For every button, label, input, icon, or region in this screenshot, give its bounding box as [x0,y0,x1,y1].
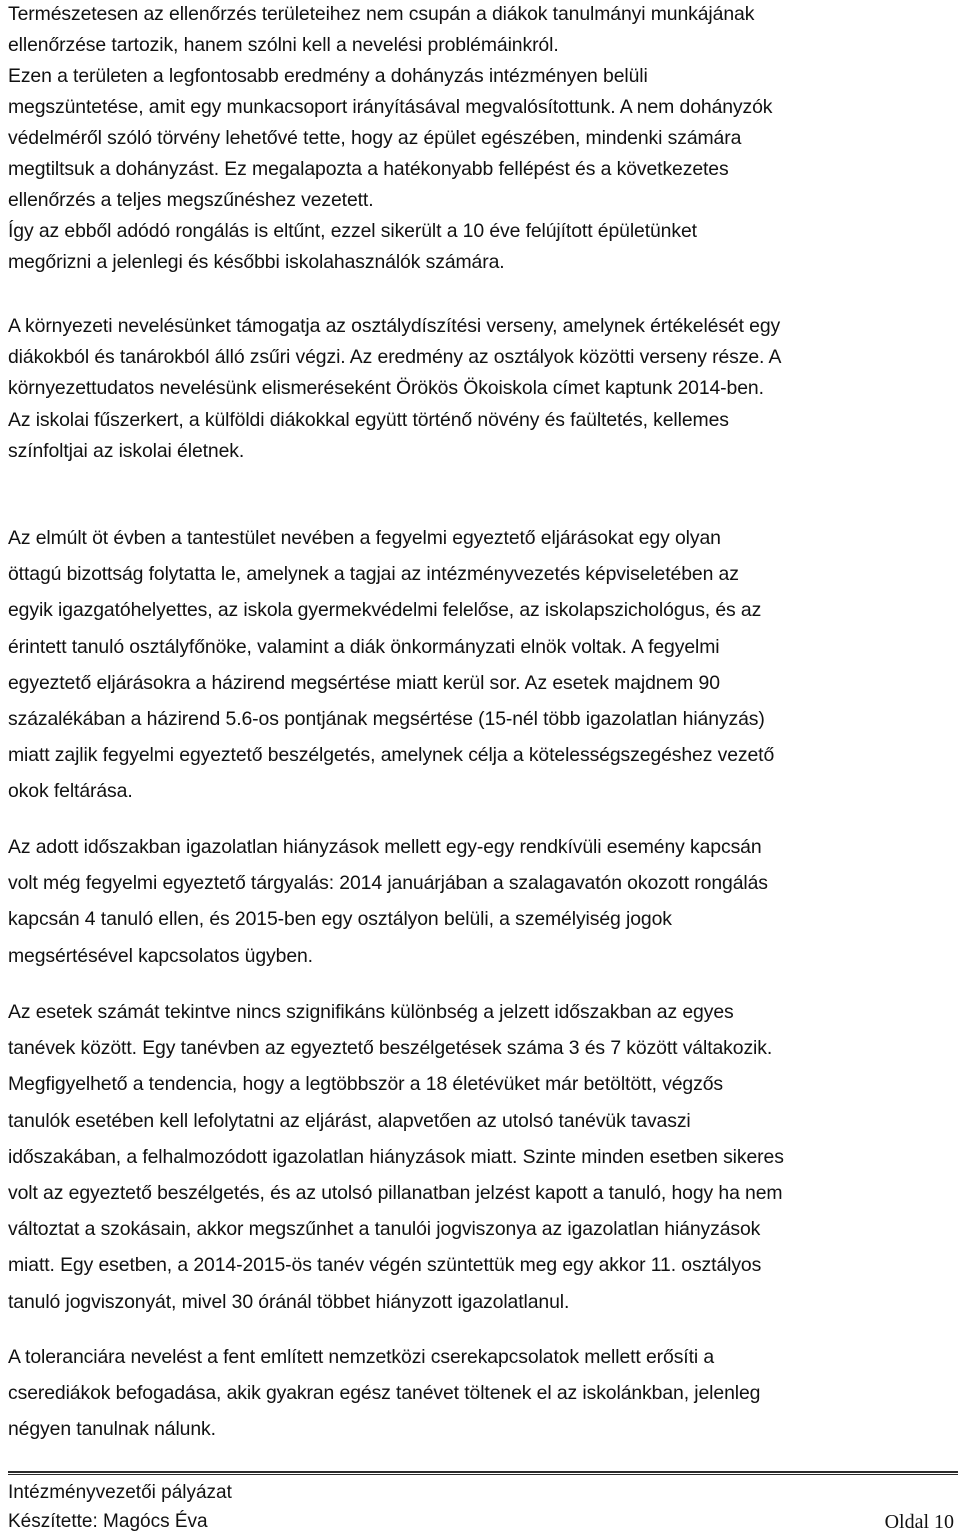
text-line: miatt. Egy esetben, a 2014-2015-ös tanév végén szüntettük meg egy akkor 11. osztályos [8,1254,762,1277]
text-line: A toleranciára nevelést a fent említett nemzetközi cserekapcsolatok mellett erősíti a [8,1346,715,1368]
text-line: tanulók esetében kell lefolytatni az eljárást, alapvetően az utolsó tanévük tavaszi [8,1109,691,1132]
text-line: változtat a szokásain, akkor megszűnhet a tanulói jogviszonya az igazolatlan hiányzások [8,1218,761,1241]
text-line: színfoltjai az iskolai életnek. [8,439,245,462]
paragraph-esetek-szama [8,994,784,1320]
text-line: védelméről szóló törvény lehetővé tette, hogy az épület egészében, mindenki számára [8,127,742,149]
text-line: megtiltsuk a dohányzást. Ez megalapozta a hatékonyabb fellépést és a következetes [8,158,729,180]
text-line: időszakában, a felhalmozódott igazolatlan hiányzások miatt. Szinte minden esetben sikeres [8,1145,784,1168]
text-line: Ezen a területen a legfontosabb eredmény a dohányzás intézményen belüli [8,65,648,87]
text-line: diákokból és tanárokból álló zsűri végzi. Az eredmény az osztályok közötti verseny része. A [8,346,782,369]
paragraph-fegyelmi-bizottsag [8,520,774,810]
text-line: okok feltárása. [8,780,133,803]
text-line: Természetesen az ellenőrzés területeihez nem csupán a diákok tanulmányi munkájának [8,3,755,25]
text-line: öttagú bizottság folytatta le, amelynek a tagjai az intézményvezetés képviseletében az [8,563,739,586]
text-line: tanuló jogviszonyát, mivel 30 óránál többet hiányzott igazolatlanul. [8,1290,570,1313]
text-line: százalékában a házirend 5.6-os pontjának megsértése (15-nél több igazolatlan hiányzás) [8,708,765,731]
text-line: kapcsán 4 tanuló ellen, és 2015-ben egy osztályon belüli, a személyiség jogok [8,908,672,931]
text-line: miatt zajlik fegyelmi egyeztető beszélgetés, amelynek célja a kötelességszegéshez vezető [8,744,775,767]
text-line: érintett tanuló osztályfőnöke, valamint a diák önkormányzati elnök voltak. A fegyelmi [8,635,720,658]
text-line: egyik igazgatóhelyettes, az iskola gyermekvédelmi felelőse, az iskolapszichológus, és az [8,599,762,622]
text-line: megszüntetése, amit egy munkacsoport irányításával megvalósítottunk. A nem dohányzók [8,96,773,118]
text-line: tanévek között. Egy tanévben az egyeztető beszélgetések száma 3 és 7 között váltakozik. [8,1037,773,1060]
text-line: Az esetek számát tekintve nincs szignifikáns különbség a jelzett időszakban az egyes [8,1001,734,1023]
paragraph-tolerancia [8,1339,760,1448]
text-line: volt az egyeztető beszélgetés, és az utolsó pillanatban jelzést kapott a tanuló, hogy ha nem [8,1182,783,1205]
paragraph-rendkivuli-esemenyek [8,829,768,974]
text-line: környezettudatos nevelésünk elismeréseként Örökös Ökoiskola címet kaptunk 2014-ben. [8,377,764,400]
text-line: Megfigyelhető a tendencia, hogy a legtöbbször a 18 életévüket már betöltött, végzős [8,1073,723,1096]
text-line: Így az ebből adódó rongálás is eltűnt, ezzel sikerült a 10 éve felújított épületünket [8,220,697,242]
paragraph-ellenorzes [8,0,772,278]
text-line: megőrizni a jelenlegi és későbbi iskolahasználók számára. [8,251,505,273]
footer-page-number: Oldal 10 [884,1511,954,1533]
text-line: volt még fegyelmi egyeztető tárgyalás: 2014 januárjában a szalagavatón okozott rongálás [8,872,768,895]
text-line: A környezeti nevelésünket támogatja az osztálydíszítési verseny, amelynek értékelését egy [8,315,781,337]
text-line: Az elmúlt öt évben a tantestület nevében a fegyelmi egyeztető eljárásokat egy olyan [8,527,721,549]
text-line: cserediákok befogadása, akik gyakran egész tanévet töltenek el az iskolánkban, jelenleg [8,1382,761,1405]
footer-document-title: Intézményvezetői pályázat [8,1482,232,1503]
text-line: Az adott időszakban igazolatlan hiányzások mellett egy-egy rendkívüli esemény kapcsán [8,836,762,858]
text-line: egyeztető eljárásokra a házirend megsértése miatt kerül sor. Az esetek majdnem 90 [8,671,720,694]
text-line: ellenőrzés a teljes megszűnéshez vezetett. [8,189,374,211]
text-line: Az iskolai fűszerkert, a külföldi diákokkal együtt történő növény és faültetés, kellemes [8,408,729,431]
footer-divider [8,1471,958,1475]
footer-author: Készítette: Magócs Éva [8,1511,208,1532]
text-line: ellenőrzése tartozik, hanem szólni kell a nevelési problémáinkról. [8,34,559,56]
paragraph-kornyezeti-neveles [8,311,781,467]
text-line: négyen tanulnak nálunk. [8,1418,216,1441]
text-line: megsértésével kapcsolatos ügyben. [8,944,313,967]
